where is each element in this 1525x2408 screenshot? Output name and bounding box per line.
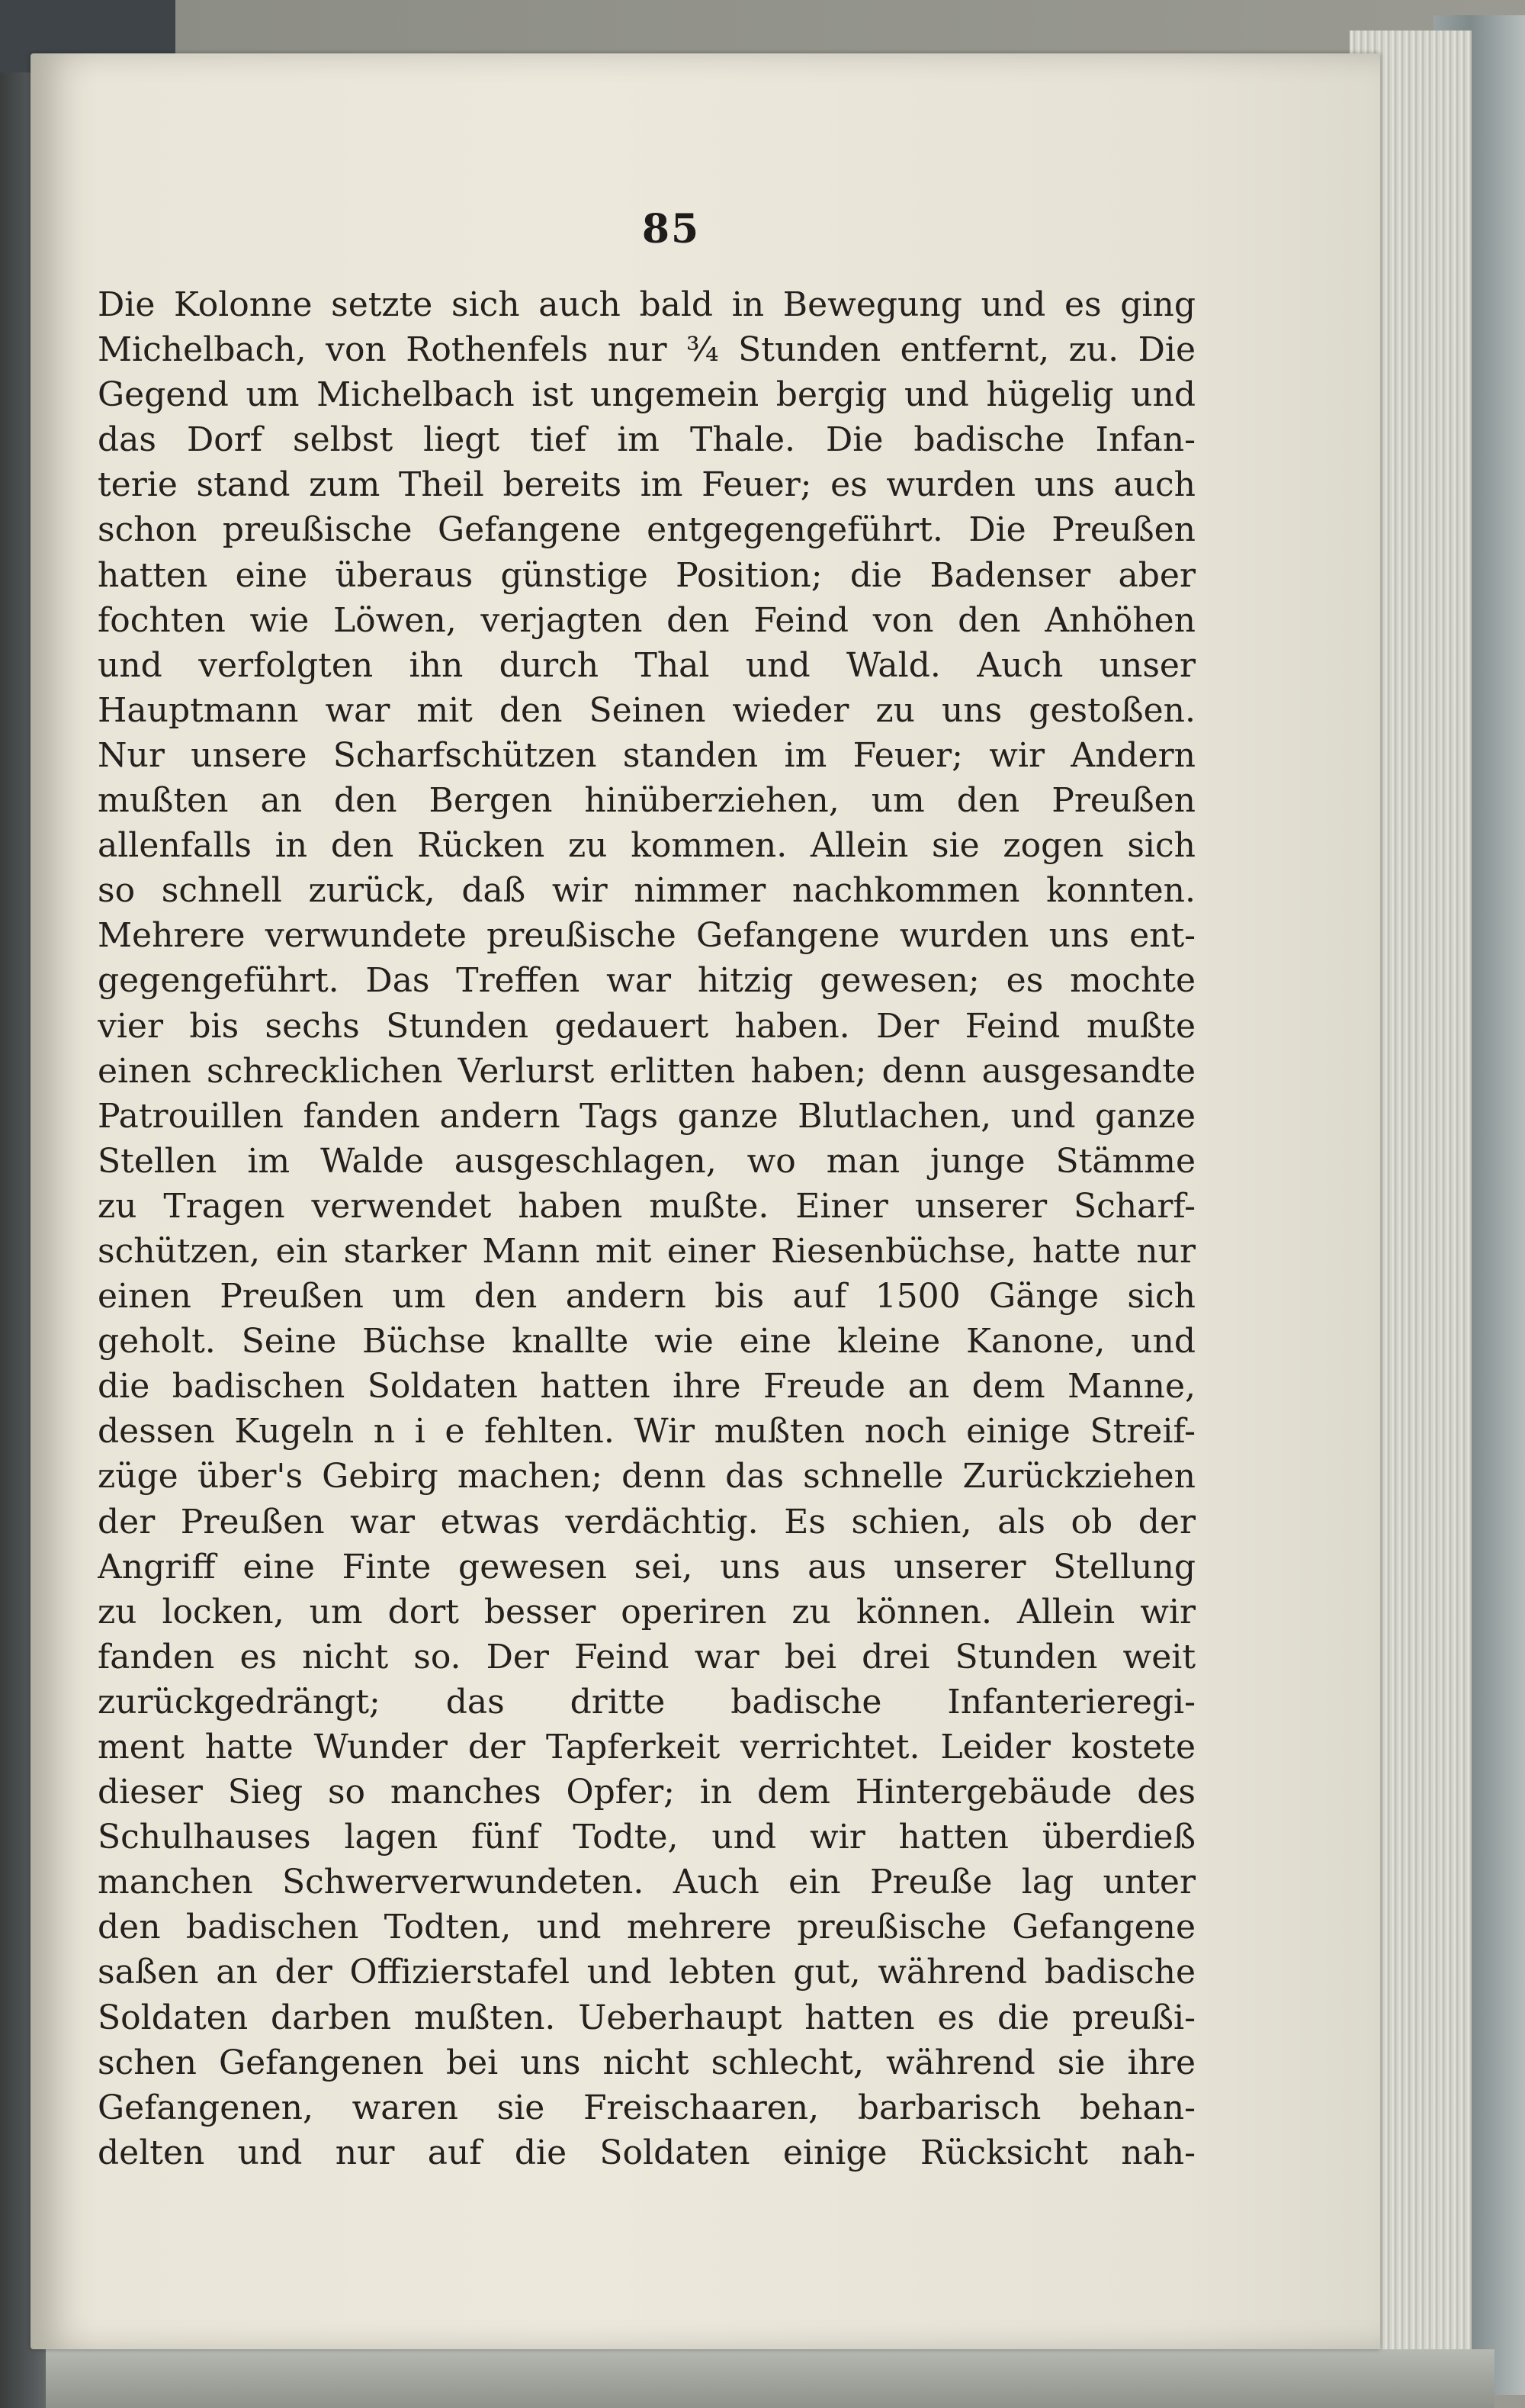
text-line: allenfalls in den Rücken zu kommen. Allein sie zogen sich (98, 826, 1196, 866)
text-line: Soldaten darben mußten. Ueberhaupt hatten es die preußi- (98, 1998, 1196, 2037)
text-line: delten und nur auf die Soldaten einige Rücksicht nah- (98, 2133, 1196, 2172)
text-line: Gefangenen, waren sie Freischaaren, barbarisch behan- (98, 2088, 1196, 2127)
text-line: gegengeführt. Das Treffen war hitzig gewesen; es mochte (98, 961, 1196, 1001)
text-line: ment hatte Wunder der Tapferkeit verrichtet. Leider kostete (98, 1728, 1196, 1767)
text-line: Mehrere verwundete preußische Gefangene wurden uns ent- (98, 916, 1196, 956)
text-line: schen Gefangenen bei uns nicht schlecht, während sie ihre (98, 2043, 1196, 2082)
text-line: die badischen Soldaten hatten ihre Freude an dem Manne, (98, 1367, 1196, 1407)
text-line: einen Preußen um den andern bis auf 1500 Gänge sich (98, 1277, 1196, 1317)
text-line: vier bis sechs Stunden gedauert haben. Der Feind mußte (98, 1006, 1196, 1046)
text-line: den badischen Todten, und mehrere preußische Gefangene (98, 1908, 1196, 1947)
text-line: züge über's Gebirg machen; denn das schnelle Zurückziehen (98, 1457, 1196, 1497)
text-line: saßen an der Offizierstafel und lebten gut, während badische (98, 1953, 1196, 1992)
text-line: Nur unsere Scharfschützen standen im Feuer; wir Andern (98, 735, 1196, 775)
text-line: Schulhauses lagen fünf Todte, und wir hatten überdieß (98, 1818, 1196, 1857)
text-line: dessen Kugeln n i e fehlten. Wir mußten noch einige Streif- (98, 1412, 1196, 1452)
text-line: Stellen im Walde ausgeschlagen, wo man junge Stämme (98, 1141, 1196, 1181)
text-line: schützen, ein starker Mann mit einer Riesenbüchse, hatte nur (98, 1231, 1196, 1271)
text-line: Michelbach, von Rothenfels nur ¾ Stunden entfernt, zu. Die (98, 330, 1196, 370)
text-line: Angriff eine Finte gewesen sei, uns aus unserer Stellung (98, 1547, 1196, 1587)
text-line: geholt. Seine Büchse knallte wie eine kleine Kanone, und (98, 1322, 1196, 1362)
bottom-book-cover (46, 2349, 1494, 2408)
text-line: zu Tragen verwendet haben mußte. Einer unserer Scharf- (98, 1186, 1196, 1226)
page-number: 85 (641, 206, 701, 252)
text-line: Patrouillen fanden andern Tags ganze Blutlachen, und ganze (98, 1096, 1196, 1136)
page-text (98, 282, 1196, 2175)
text-line: fochten wie Löwen, verjagten den Feind von den Anhöhen (98, 600, 1196, 640)
text-line: terie stand zum Theil bereits im Feuer; es wurden uns auch (98, 465, 1196, 505)
text-line: und verfolgten ihn durch Thal und Wald. Auch unser (98, 645, 1196, 685)
text-line: dieser Sieg so manches Opfer; in dem Hintergebäude des (98, 1773, 1196, 1812)
text-line: manchen Schwerverwundeten. Auch ein Preuße lag unter (98, 1863, 1196, 1902)
text-line: zurückgedrängt; das dritte badische Infanterieregi- (98, 1682, 1196, 1722)
text-line: schon preußische Gefangene entgegengeführt. Die Preußen (98, 510, 1196, 550)
text-line: so schnell zurück, daß wir nimmer nachkommen konnten. (98, 871, 1196, 911)
text-line: Gegend um Michelbach ist ungemein bergig und hügelig und (98, 375, 1196, 415)
text-line: hatten eine überaus günstige Position; die Badenser aber (98, 555, 1196, 595)
text-line: Die Kolonne setzte sich auch bald in Bewegung und es ging (98, 285, 1196, 324)
text-line: einen schrecklichen Verlurst erlitten haben; denn ausgesandte (98, 1051, 1196, 1091)
text-line: fanden es nicht so. Der Feind war bei drei Stunden weit (98, 1637, 1196, 1677)
text-line: das Dorf selbst liegt tief im Thale. Die badische Infan- (98, 420, 1196, 460)
text-line: Hauptmann war mit den Seinen wieder zu uns gestoßen. (98, 690, 1196, 730)
text-line: zu locken, um dort besser operiren zu können. Allein wir (98, 1592, 1196, 1632)
book-page (30, 53, 1380, 2349)
text-line: der Preußen war etwas verdächtig. Es schien, als ob der (98, 1502, 1196, 1542)
text-line: mußten an den Bergen hinüberziehen, um den Preußen (98, 781, 1196, 821)
